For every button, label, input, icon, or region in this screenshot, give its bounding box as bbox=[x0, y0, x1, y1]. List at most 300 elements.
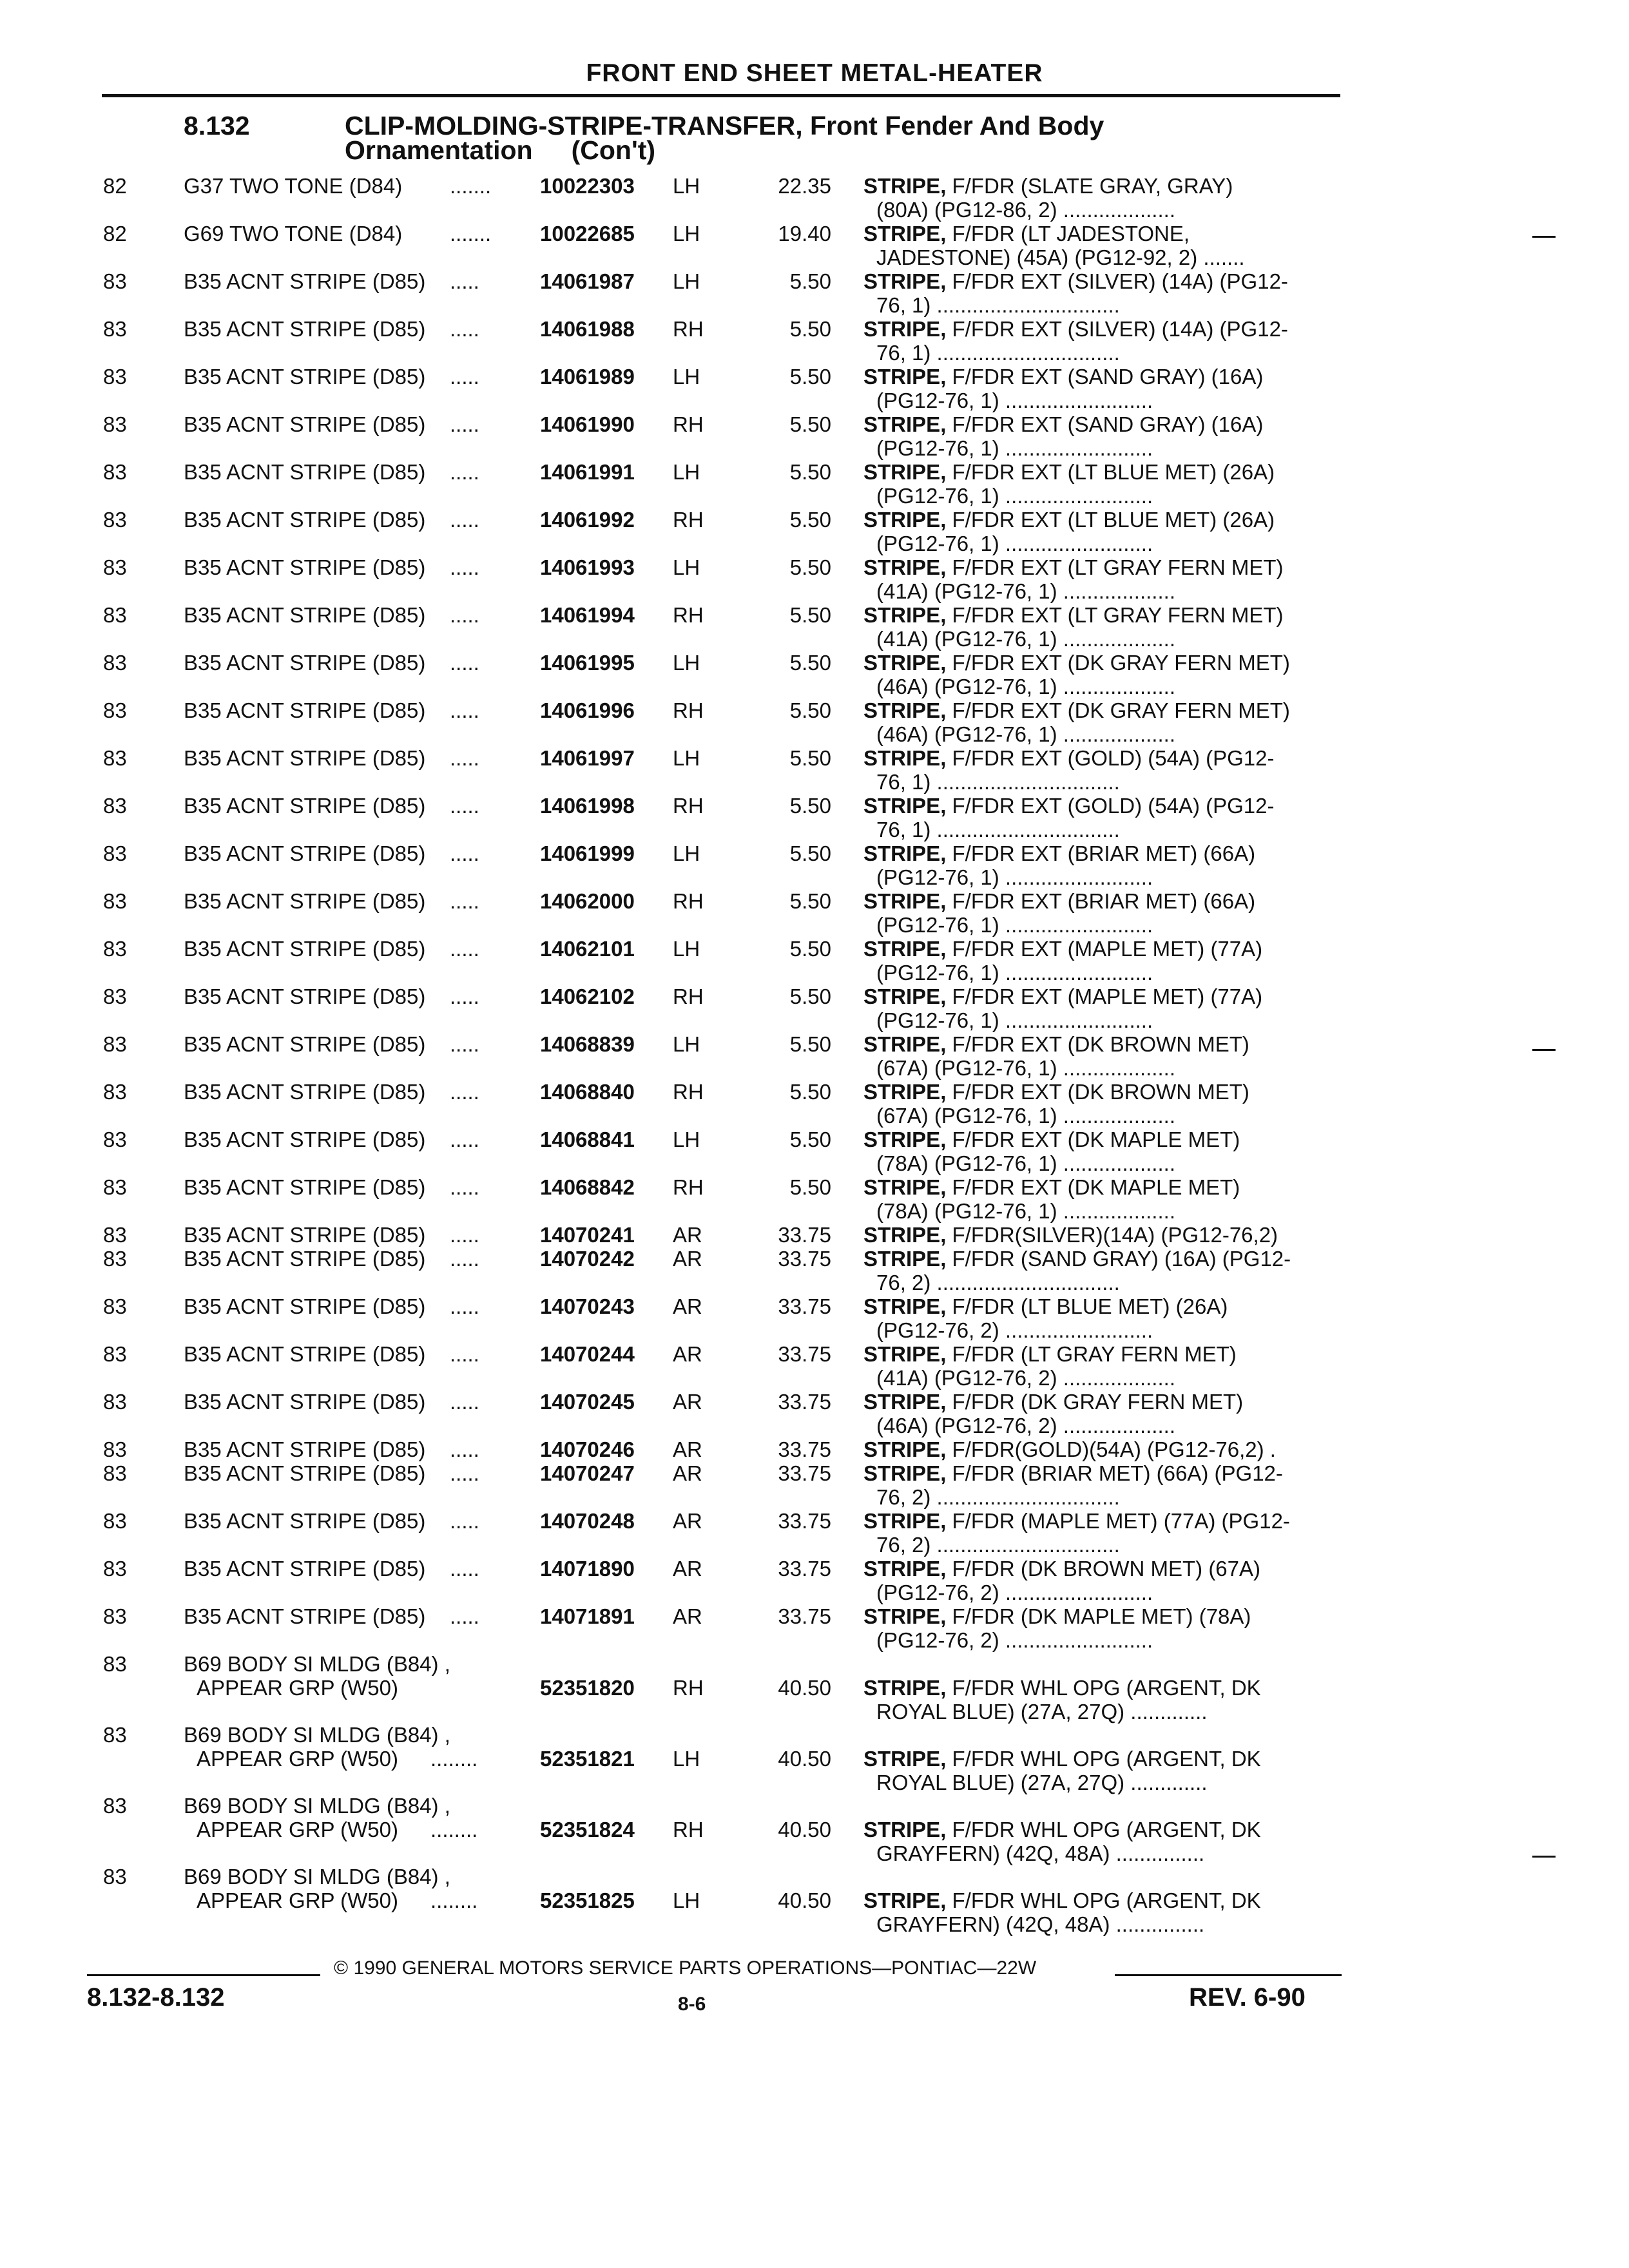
side-code: RH bbox=[673, 985, 704, 1008]
footer-rule-right bbox=[1115, 1974, 1342, 1976]
side-code: LH bbox=[673, 174, 700, 198]
side-code: RH bbox=[673, 1175, 704, 1199]
part-number: 14062101 bbox=[540, 937, 635, 961]
part-name bbox=[863, 1818, 1261, 1841]
part-name-keyword: STRIPE, bbox=[863, 365, 947, 389]
model-description: B35 ACNT STRIPE (D85) bbox=[184, 889, 426, 913]
leader-dots: ..... bbox=[450, 269, 479, 293]
model-description: B35 ACNT STRIPE (D85) bbox=[184, 412, 426, 436]
part-name-line2: GRAYFERN) (42Q, 48A) ............... bbox=[876, 1912, 1205, 1936]
leader-dots: ..... bbox=[450, 985, 479, 1008]
side-code: RH bbox=[673, 508, 704, 532]
ref-number: 83 bbox=[103, 1865, 127, 1888]
part-name bbox=[863, 1437, 1276, 1461]
part-name bbox=[863, 1175, 1240, 1199]
leader-dots: ....... bbox=[450, 174, 492, 198]
model-description: B35 ACNT STRIPE (D85) bbox=[184, 1175, 426, 1199]
leader-dots: ..... bbox=[450, 508, 479, 532]
leader-dots: ..... bbox=[450, 460, 479, 484]
ref-number: 83 bbox=[103, 460, 127, 484]
ref-number: 83 bbox=[103, 1390, 127, 1414]
part-number: 14068841 bbox=[540, 1128, 635, 1151]
leader-dots: ..... bbox=[450, 1390, 479, 1414]
part-name-keyword: STRIPE, bbox=[863, 317, 947, 341]
side-code: LH bbox=[673, 1747, 700, 1771]
part-number: 14071890 bbox=[540, 1557, 635, 1581]
leader-dots: ..... bbox=[450, 1223, 479, 1247]
part-name-detail: F/FDR(GOLD)(54A) (PG12-76,2) . bbox=[946, 1437, 1276, 1461]
model-description: B35 ACNT STRIPE (D85) bbox=[184, 651, 426, 675]
model-description-line2: APPEAR GRP (W50) bbox=[197, 1888, 398, 1912]
side-code: RH bbox=[673, 317, 704, 341]
part-number: 14070247 bbox=[540, 1461, 635, 1485]
part-number: 14070241 bbox=[540, 1223, 635, 1247]
model-description-line2: APPEAR GRP (W50) bbox=[197, 1747, 398, 1771]
price: 5.50 bbox=[789, 889, 831, 913]
part-name-detail: F/FDR EXT (SILVER) (14A) (PG12- bbox=[946, 269, 1288, 293]
part-name bbox=[863, 1747, 1261, 1771]
part-name-detail: F/FDR EXT (GOLD) (54A) (PG12- bbox=[946, 746, 1275, 770]
price: 5.50 bbox=[789, 794, 831, 818]
leader-dots: ..... bbox=[450, 317, 479, 341]
ref-number: 83 bbox=[103, 651, 127, 675]
model-description: B35 ACNT STRIPE (D85) bbox=[184, 365, 426, 389]
part-number: 14061991 bbox=[540, 460, 635, 484]
ref-number: 83 bbox=[103, 698, 127, 722]
list-item bbox=[0, 1723, 1629, 1800]
model-description: B35 ACNT STRIPE (D85) bbox=[184, 1294, 426, 1318]
price: 5.50 bbox=[789, 651, 831, 675]
leader-dots: ..... bbox=[450, 1247, 479, 1271]
part-name bbox=[863, 174, 1233, 198]
part-name-line2: (PG12-76, 2) ......................... bbox=[876, 1318, 1153, 1342]
leader-dots: ..... bbox=[450, 1342, 479, 1366]
price: 5.50 bbox=[789, 746, 831, 770]
leader-dots: ..... bbox=[450, 1294, 479, 1318]
part-number: 14070245 bbox=[540, 1390, 635, 1414]
part-number: 14061994 bbox=[540, 603, 635, 627]
price: 5.50 bbox=[789, 603, 831, 627]
part-number: 14061987 bbox=[540, 269, 635, 293]
ref-number: 83 bbox=[103, 841, 127, 865]
part-name-keyword: STRIPE, bbox=[863, 1818, 947, 1841]
ref-number: 83 bbox=[103, 794, 127, 818]
price: 33.75 bbox=[778, 1247, 831, 1271]
part-name-line2: (67A) (PG12-76, 1) ................... bbox=[876, 1104, 1175, 1128]
part-name-detail: F/FDR EXT (GOLD) (54A) (PG12- bbox=[946, 794, 1275, 818]
part-name bbox=[863, 1604, 1251, 1628]
ref-number: 83 bbox=[103, 1652, 127, 1676]
part-name-detail: F/FDR EXT (DK GRAY FERN MET) bbox=[946, 651, 1290, 675]
price: 40.50 bbox=[778, 1676, 831, 1700]
ref-number: 83 bbox=[103, 1128, 127, 1151]
part-number: 14062000 bbox=[540, 889, 635, 913]
part-number: 14061998 bbox=[540, 794, 635, 818]
page-title: FRONT END SHEET METAL-HEATER bbox=[586, 59, 1043, 87]
part-name-line2: 76, 2) ............................... bbox=[876, 1271, 1120, 1294]
price: 33.75 bbox=[778, 1342, 831, 1366]
part-name-keyword: STRIPE, bbox=[863, 1294, 947, 1318]
part-name-detail: F/FDR (SAND GRAY) (16A) (PG12- bbox=[946, 1247, 1291, 1271]
part-name-keyword: STRIPE, bbox=[863, 1888, 947, 1912]
side-code: AR bbox=[673, 1461, 702, 1485]
part-name-line2: (PG12-76, 1) ......................... bbox=[876, 389, 1153, 412]
price: 33.75 bbox=[778, 1390, 831, 1414]
part-name-keyword: STRIPE, bbox=[863, 174, 947, 198]
ref-number: 83 bbox=[103, 1175, 127, 1199]
leader-dots: ..... bbox=[450, 841, 479, 865]
leader-dots: ..... bbox=[450, 889, 479, 913]
part-name-keyword: STRIPE, bbox=[863, 1437, 947, 1461]
model-description: B35 ACNT STRIPE (D85) bbox=[184, 1604, 426, 1628]
part-number: 10022303 bbox=[540, 174, 635, 198]
part-name-line2: ROYAL BLUE) (27A, 27Q) ............. bbox=[876, 1771, 1208, 1794]
model-description: B35 ACNT STRIPE (D85) bbox=[184, 1557, 426, 1581]
part-name-keyword: STRIPE, bbox=[863, 1747, 947, 1771]
part-name-detail: F/FDR EXT (SAND GRAY) (16A) bbox=[946, 412, 1264, 436]
side-code: RH bbox=[673, 889, 704, 913]
ref-number: 83 bbox=[103, 1342, 127, 1366]
part-name bbox=[863, 1080, 1249, 1104]
leader-dots: ..... bbox=[450, 794, 479, 818]
model-description: B35 ACNT STRIPE (D85) bbox=[184, 746, 426, 770]
part-name-detail: F/FDR EXT (LT GRAY FERN MET) bbox=[946, 603, 1284, 627]
side-code: AR bbox=[673, 1509, 702, 1533]
part-name-detail: F/FDR (MAPLE MET) (77A) (PG12- bbox=[946, 1509, 1290, 1533]
margin-mark bbox=[1532, 1049, 1556, 1051]
ref-number: 83 bbox=[103, 1461, 127, 1485]
part-name bbox=[863, 1676, 1261, 1700]
model-description: B35 ACNT STRIPE (D85) bbox=[184, 1223, 426, 1247]
part-name-detail: F/FDR(SILVER)(14A) (PG12-76,2) bbox=[946, 1223, 1278, 1247]
price: 5.50 bbox=[789, 1080, 831, 1104]
part-name-keyword: STRIPE, bbox=[863, 1461, 947, 1485]
ref-number: 83 bbox=[103, 317, 127, 341]
part-name-line2: ROYAL BLUE) (27A, 27Q) ............. bbox=[876, 1700, 1208, 1724]
side-code: AR bbox=[673, 1223, 702, 1247]
footer-rule-left bbox=[87, 1974, 320, 1976]
model-description: B35 ACNT STRIPE (D85) bbox=[184, 317, 426, 341]
part-number: 14070243 bbox=[540, 1294, 635, 1318]
leader-dots: ..... bbox=[450, 1128, 479, 1151]
part-name-detail: F/FDR EXT (DK MAPLE MET) bbox=[946, 1128, 1240, 1151]
leader-dots: ..... bbox=[450, 1080, 479, 1104]
price: 33.75 bbox=[778, 1294, 831, 1318]
part-name-detail: F/FDR EXT (DK MAPLE MET) bbox=[946, 1175, 1240, 1199]
list-item bbox=[0, 1652, 1629, 1729]
model-description: B69 BODY SI MLDG (B84) , bbox=[184, 1865, 450, 1888]
part-name-keyword: STRIPE, bbox=[863, 746, 947, 770]
model-description: B35 ACNT STRIPE (D85) bbox=[184, 937, 426, 961]
part-name-line2: (PG12-76, 1) ......................... bbox=[876, 961, 1153, 985]
part-name-keyword: STRIPE, bbox=[863, 1604, 947, 1628]
model-description: G37 TWO TONE (D84) bbox=[184, 174, 403, 198]
ref-number: 83 bbox=[103, 746, 127, 770]
ref-number: 83 bbox=[103, 603, 127, 627]
part-name bbox=[863, 460, 1275, 484]
part-name bbox=[863, 603, 1284, 627]
part-name-keyword: STRIPE, bbox=[863, 937, 947, 961]
part-number: 52351825 bbox=[540, 1888, 635, 1912]
ref-number: 83 bbox=[103, 937, 127, 961]
part-name bbox=[863, 508, 1275, 532]
part-name-keyword: STRIPE, bbox=[863, 651, 947, 675]
part-name bbox=[863, 1888, 1261, 1912]
price: 33.75 bbox=[778, 1223, 831, 1247]
part-name-keyword: STRIPE, bbox=[863, 1342, 947, 1366]
price: 5.50 bbox=[789, 365, 831, 389]
part-name-keyword: STRIPE, bbox=[863, 222, 947, 245]
part-name-line2: (41A) (PG12-76, 1) ................... bbox=[876, 627, 1175, 651]
leader-dots: ..... bbox=[450, 412, 479, 436]
ref-number: 82 bbox=[103, 174, 127, 198]
leader-dots: ..... bbox=[450, 698, 479, 722]
ref-number: 83 bbox=[103, 1557, 127, 1581]
leader-dots: ..... bbox=[450, 1032, 479, 1056]
part-name-detail: F/FDR EXT (DK BROWN MET) bbox=[946, 1080, 1249, 1104]
list-item bbox=[0, 1865, 1629, 1942]
ref-number: 83 bbox=[103, 1723, 127, 1747]
side-code: LH bbox=[673, 222, 700, 245]
model-description: B35 ACNT STRIPE (D85) bbox=[184, 1247, 426, 1271]
part-name-detail: F/FDR (DK GRAY FERN MET) bbox=[946, 1390, 1244, 1414]
side-code: AR bbox=[673, 1247, 702, 1271]
part-name-line2: (41A) (PG12-76, 1) ................... bbox=[876, 579, 1175, 603]
ref-number: 83 bbox=[103, 412, 127, 436]
side-code: RH bbox=[673, 698, 704, 722]
part-name-line2: (PG12-76, 2) ......................... bbox=[876, 1628, 1153, 1652]
part-number: 10022685 bbox=[540, 222, 635, 245]
part-name-keyword: STRIPE, bbox=[863, 603, 947, 627]
side-code: AR bbox=[673, 1604, 702, 1628]
part-name bbox=[863, 365, 1263, 389]
part-name-detail: F/FDR EXT (BRIAR MET) (66A) bbox=[946, 889, 1256, 913]
model-description: B35 ACNT STRIPE (D85) bbox=[184, 508, 426, 532]
part-name-line2: (41A) (PG12-76, 2) ................... bbox=[876, 1366, 1175, 1390]
part-name-line2: 76, 1) ............................... bbox=[876, 341, 1120, 365]
side-code: RH bbox=[673, 1818, 704, 1841]
model-description: B35 ACNT STRIPE (D85) bbox=[184, 1437, 426, 1461]
leader-dots: ..... bbox=[450, 555, 479, 579]
part-name-detail: F/FDR (LT JADESTONE, bbox=[946, 222, 1190, 245]
leader-dots: ..... bbox=[450, 365, 479, 389]
part-number: 14070248 bbox=[540, 1509, 635, 1533]
model-description: B35 ACNT STRIPE (D85) bbox=[184, 1080, 426, 1104]
ref-number: 83 bbox=[103, 889, 127, 913]
part-number: 14068839 bbox=[540, 1032, 635, 1056]
part-name bbox=[863, 937, 1262, 961]
part-name-detail: F/FDR EXT (SAND GRAY) (16A) bbox=[946, 365, 1264, 389]
side-code: LH bbox=[673, 365, 700, 389]
price: 33.75 bbox=[778, 1461, 831, 1485]
part-name bbox=[863, 555, 1284, 579]
ref-number: 83 bbox=[103, 1437, 127, 1461]
part-name bbox=[863, 794, 1275, 818]
side-code: RH bbox=[673, 412, 704, 436]
part-number: 14070242 bbox=[540, 1247, 635, 1271]
price: 5.50 bbox=[789, 1175, 831, 1199]
part-name bbox=[863, 1128, 1240, 1151]
part-number: 14061990 bbox=[540, 412, 635, 436]
side-code: LH bbox=[673, 746, 700, 770]
part-name-line2: 76, 2) ............................... bbox=[876, 1533, 1120, 1557]
part-name bbox=[863, 1461, 1283, 1485]
leader-dots: ........ bbox=[430, 1888, 478, 1912]
part-name-line2: (80A) (PG12-86, 2) ................... bbox=[876, 198, 1175, 222]
part-number: 52351821 bbox=[540, 1747, 635, 1771]
part-name-keyword: STRIPE, bbox=[863, 269, 947, 293]
part-name bbox=[863, 985, 1262, 1008]
footer-revision: REV. 6-90 bbox=[1189, 1983, 1306, 2012]
part-number: 14061989 bbox=[540, 365, 635, 389]
part-name-keyword: STRIPE, bbox=[863, 555, 947, 579]
part-name bbox=[863, 222, 1190, 245]
side-code: LH bbox=[673, 841, 700, 865]
leader-dots: ..... bbox=[450, 603, 479, 627]
part-name-keyword: STRIPE, bbox=[863, 1676, 947, 1700]
model-description: B35 ACNT STRIPE (D85) bbox=[184, 1461, 426, 1485]
side-code: RH bbox=[673, 794, 704, 818]
leader-dots: ....... bbox=[450, 222, 492, 245]
part-number: 14061993 bbox=[540, 555, 635, 579]
part-name-line2: 76, 2) ............................... bbox=[876, 1485, 1120, 1509]
leader-dots: ..... bbox=[450, 1557, 479, 1581]
part-name bbox=[863, 651, 1290, 675]
ref-number: 83 bbox=[103, 1247, 127, 1271]
ref-number: 83 bbox=[103, 1080, 127, 1104]
ref-number: 83 bbox=[103, 1604, 127, 1628]
leader-dots: ..... bbox=[450, 1461, 479, 1485]
part-name-line2: (78A) (PG12-76, 1) ................... bbox=[876, 1151, 1175, 1175]
part-number: 14061995 bbox=[540, 651, 635, 675]
part-name-detail: F/FDR (SLATE GRAY, GRAY) bbox=[946, 174, 1233, 198]
leader-dots: ..... bbox=[450, 651, 479, 675]
price: 40.50 bbox=[778, 1818, 831, 1841]
part-name-detail: F/FDR (BRIAR MET) (66A) (PG12- bbox=[946, 1461, 1283, 1485]
part-name-detail: F/FDR WHL OPG (ARGENT, DK bbox=[946, 1818, 1261, 1841]
part-name-detail: F/FDR EXT (DK GRAY FERN MET) bbox=[946, 698, 1290, 722]
part-name-detail: F/FDR WHL OPG (ARGENT, DK bbox=[946, 1888, 1261, 1912]
part-name-keyword: STRIPE, bbox=[863, 698, 947, 722]
part-name-keyword: STRIPE, bbox=[863, 1557, 947, 1581]
part-name-detail: F/FDR EXT (SILVER) (14A) (PG12- bbox=[946, 317, 1288, 341]
part-name-detail: F/FDR (LT GRAY FERN MET) bbox=[946, 1342, 1237, 1366]
price: 5.50 bbox=[789, 412, 831, 436]
ref-number: 83 bbox=[103, 1032, 127, 1056]
part-name-detail: F/FDR (LT BLUE MET) (26A) bbox=[946, 1294, 1228, 1318]
model-description: B35 ACNT STRIPE (D85) bbox=[184, 698, 426, 722]
part-name-detail: F/FDR WHL OPG (ARGENT, DK bbox=[946, 1747, 1261, 1771]
part-name-line2: (PG12-76, 1) ......................... bbox=[876, 532, 1153, 555]
ref-number: 83 bbox=[103, 1794, 127, 1818]
ref-number: 83 bbox=[103, 555, 127, 579]
model-description: B35 ACNT STRIPE (D85) bbox=[184, 603, 426, 627]
part-number: 14070244 bbox=[540, 1342, 635, 1366]
part-name-keyword: STRIPE, bbox=[863, 985, 947, 1008]
list-item bbox=[0, 1794, 1629, 1871]
part-name-line2: (PG12-76, 1) ......................... bbox=[876, 1008, 1153, 1032]
price: 33.75 bbox=[778, 1604, 831, 1628]
side-code: LH bbox=[673, 937, 700, 961]
price: 33.75 bbox=[778, 1557, 831, 1581]
part-name-keyword: STRIPE, bbox=[863, 1128, 947, 1151]
ref-number: 82 bbox=[103, 222, 127, 245]
side-code: AR bbox=[673, 1390, 702, 1414]
part-name-keyword: STRIPE, bbox=[863, 1509, 947, 1533]
part-number: 14070246 bbox=[540, 1437, 635, 1461]
leader-dots: ..... bbox=[450, 1437, 479, 1461]
part-name bbox=[863, 889, 1255, 913]
part-name-detail: F/FDR WHL OPG (ARGENT, DK bbox=[946, 1676, 1261, 1700]
part-name bbox=[863, 746, 1275, 770]
price: 5.50 bbox=[789, 555, 831, 579]
part-number: 14061999 bbox=[540, 841, 635, 865]
part-name-keyword: STRIPE, bbox=[863, 1247, 947, 1271]
part-name-keyword: STRIPE, bbox=[863, 841, 947, 865]
model-description: B35 ACNT STRIPE (D85) bbox=[184, 269, 426, 293]
price: 5.50 bbox=[789, 841, 831, 865]
model-description: G69 TWO TONE (D84) bbox=[184, 222, 403, 245]
part-name bbox=[863, 412, 1263, 436]
part-name-keyword: STRIPE, bbox=[863, 1223, 947, 1247]
part-number: 14068840 bbox=[540, 1080, 635, 1104]
footer-section-range: 8.132-8.132 bbox=[87, 1983, 225, 2012]
part-name-line2: (46A) (PG12-76, 1) ................... bbox=[876, 675, 1175, 698]
leader-dots: ..... bbox=[450, 746, 479, 770]
price: 33.75 bbox=[778, 1509, 831, 1533]
leader-dots: ........ bbox=[430, 1818, 478, 1841]
part-name-line2: JADESTONE) (45A) (PG12-92, 2) ....... bbox=[876, 245, 1245, 269]
leader-dots: ..... bbox=[450, 1509, 479, 1533]
side-code: LH bbox=[673, 1032, 700, 1056]
side-code: LH bbox=[673, 651, 700, 675]
part-name-line2: (PG12-76, 1) ......................... bbox=[876, 436, 1153, 460]
leader-dots: ..... bbox=[450, 1175, 479, 1199]
leader-dots: ........ bbox=[430, 1747, 478, 1771]
side-code: RH bbox=[673, 1080, 704, 1104]
price: 5.50 bbox=[789, 460, 831, 484]
price: 5.50 bbox=[789, 269, 831, 293]
part-number: 14061997 bbox=[540, 746, 635, 770]
model-description: B35 ACNT STRIPE (D85) bbox=[184, 1390, 426, 1414]
part-number: 14061992 bbox=[540, 508, 635, 532]
side-code: AR bbox=[673, 1294, 702, 1318]
price: 5.50 bbox=[789, 985, 831, 1008]
price: 40.50 bbox=[778, 1888, 831, 1912]
part-number: 14071891 bbox=[540, 1604, 635, 1628]
model-description: B69 BODY SI MLDG (B84) , bbox=[184, 1794, 450, 1818]
part-name-keyword: STRIPE, bbox=[863, 1032, 947, 1056]
part-name-keyword: STRIPE, bbox=[863, 794, 947, 818]
part-name bbox=[863, 1509, 1290, 1533]
price: 5.50 bbox=[789, 698, 831, 722]
model-description: B35 ACNT STRIPE (D85) bbox=[184, 794, 426, 818]
part-name-detail: F/FDR EXT (MAPLE MET) (77A) bbox=[946, 937, 1263, 961]
part-name-keyword: STRIPE, bbox=[863, 1175, 947, 1199]
margin-mark bbox=[1532, 236, 1556, 238]
part-name-line2: (46A) (PG12-76, 2) ................... bbox=[876, 1414, 1175, 1437]
part-name-line2: (PG12-76, 1) ......................... bbox=[876, 484, 1153, 508]
part-name-detail: F/FDR EXT (DK BROWN MET) bbox=[946, 1032, 1249, 1056]
part-name bbox=[863, 841, 1255, 865]
ref-number: 83 bbox=[103, 365, 127, 389]
footer-page-number: 8-6 bbox=[678, 1994, 706, 2015]
ref-number: 83 bbox=[103, 985, 127, 1008]
section-title-ornamentation: Ornamentation bbox=[345, 135, 533, 165]
side-code: RH bbox=[673, 603, 704, 627]
model-description: B35 ACNT STRIPE (D85) bbox=[184, 1509, 426, 1533]
leader-dots: ..... bbox=[450, 1604, 479, 1628]
